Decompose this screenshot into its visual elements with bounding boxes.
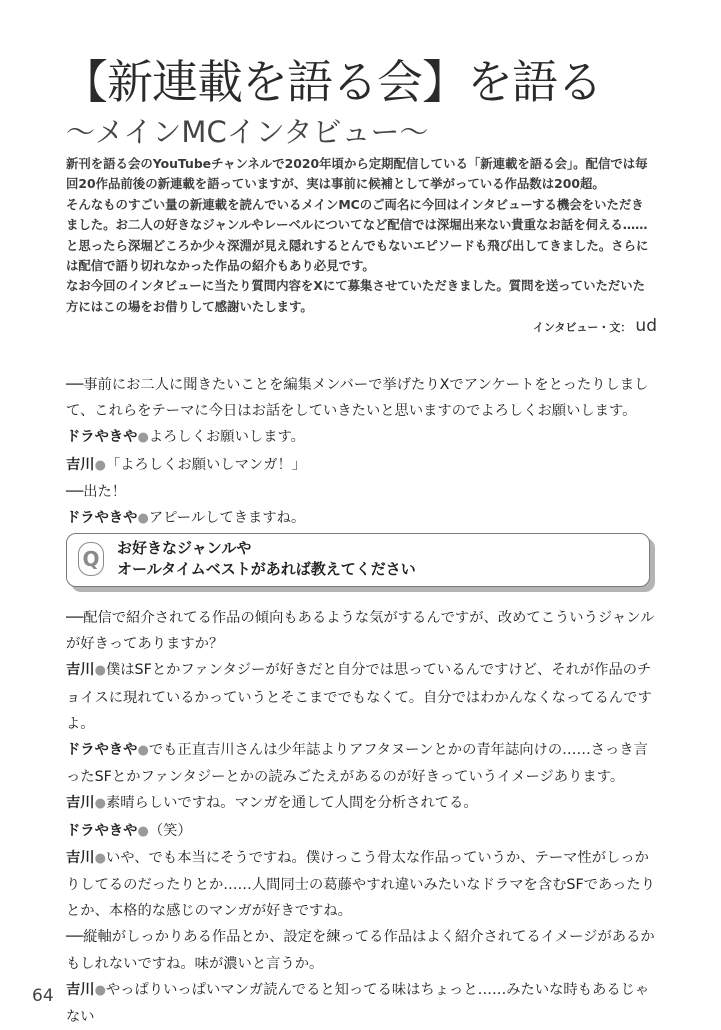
intro-paragraph: そんなものすごい量の新連載を読んでいるメインMCのご両名に今回はインタビューする機会をいただきました。お二人の好きなジャンルやレーベルについてなど配信では深堀出来ない貴重なお話を伺える……と思ったら深堀どころか少々深淵が見え隠れするとんでもないエピソードも飛び出してきました。さらには配信で語り切れなかった作品の紹介もあり必見です。: [66, 196, 649, 274]
article-subtitle: 〜メインMCインタビュー〜: [66, 115, 429, 149]
dialogue-line: [66, 505, 662, 532]
speaker-name: ドラやきや: [66, 429, 138, 446]
speaker-dot-icon: ●: [94, 796, 106, 812]
intro-text: [66, 154, 656, 317]
dialogue-text: でも正直吉川さんは少年誌よりアフタヌーンとかの青年誌向けの……さっき言ったSFとかファンタジーとかの読みごたえがあるのが好きっていうイメージあります。: [66, 742, 648, 786]
speaker-name: 吉川: [66, 662, 95, 679]
question-text: [117, 538, 416, 580]
dialogue-line: [66, 479, 662, 505]
dialogue-line: [66, 924, 662, 976]
speaker-name: ドラやきや: [66, 822, 138, 839]
speaker-dot-icon: ●: [94, 982, 106, 998]
dialogue-text: ──縦軸がしっかりある作品とか、設定を練ってる作品はよく紹介されてるイメージがあるかもしれないですね。味が濃いと言うか。: [66, 929, 655, 972]
dialogue-text: ──事前にお二人に聞きたいことを編集メンバーで挙げたりXでアンケートをとったりしまして、これらをテーマに今日はお話をしていきたいと思いますのでよろしくお願いします。: [66, 377, 649, 420]
speaker-name: 吉川: [66, 456, 95, 473]
dialogue-text: アピールしてきますね。: [148, 510, 306, 527]
speaker-dot-icon: ●: [94, 457, 106, 473]
page-number: 64: [32, 986, 54, 1006]
speaker-name: 吉川: [66, 795, 95, 812]
dialogue-text: 「よろしくお願いしマンガ！」: [105, 456, 307, 473]
speaker-dot-icon: ●: [94, 850, 106, 866]
dialogue-text: いや、でも本当にそうですね。僕けっこう骨太な作品っていうか、テーマ性がしっかりしてるのだったりとか……人間同士の葛藤やすれ違いみたいなドラマを含むSFであったりとか、本格的な感じのマンガが好きですね。: [66, 849, 656, 920]
intro-paragraph: なお今回のインタビューに当たり質問内容をXにて募集させていただきました。質問を送っていただいた方にはこの場をお借りして感謝いたします。: [66, 278, 646, 314]
dialogue-text: （笑）: [148, 822, 192, 839]
speaker-name: 吉川: [66, 849, 95, 866]
dialogue-line: [66, 977, 662, 1030]
dialogue-line: [66, 790, 662, 817]
question-box: [66, 533, 650, 587]
dialogue-line: [66, 605, 662, 657]
credit-line: [533, 316, 657, 336]
dialogue-line: [66, 424, 662, 451]
credit-label: インタビュー・文：: [532, 321, 632, 334]
credit-name: ud: [635, 316, 657, 336]
dialogue-text: ──配信で紹介されてる作品の傾向もあるような気がするんですが、改めてこういうジャンルが好きってありますか？: [66, 610, 655, 653]
speaker-dot-icon: ●: [137, 823, 149, 839]
dialogue-text: よろしくお願いします。: [148, 429, 305, 446]
question-line: オールタイムベストがあれば教えてください: [117, 560, 416, 578]
speaker-dot-icon: ●: [137, 430, 149, 446]
dialogue-line: [66, 845, 662, 925]
speaker-dot-icon: ●: [137, 511, 149, 527]
dialogue-section-2: [66, 605, 662, 1030]
dialogue-text: ──出た！: [66, 483, 127, 500]
speaker-name: ドラやきや: [66, 510, 138, 527]
dialogue-section-1: [66, 372, 662, 532]
speaker-name: ドラやきや: [66, 742, 138, 759]
question-q-icon: Q: [78, 542, 104, 576]
intro-paragraph: 新刊を語る会のYouTubeチャンネルで2020年頃から定期配信している「新連載を語る会」。配信では毎回20作品前後の新連載を語っていますが、実は事前に候補として挙がっている作品数は200超。: [66, 156, 648, 192]
speaker-dot-icon: ●: [137, 743, 149, 759]
dialogue-line: [66, 372, 662, 424]
dialogue-text: 素晴らしいですね。マンガを通して人間を分析されてる。: [105, 795, 478, 812]
speaker-name: 吉川: [66, 981, 95, 998]
speaker-dot-icon: ●: [94, 663, 106, 679]
dialogue-line: [66, 737, 662, 790]
dialogue-text: やっぱりいっぱいマンガ読んでると知ってる味はちょっと……みたいな時もあるじゃない: [66, 981, 650, 1026]
dialogue-text: 僕はSFとかファンタジーが好きだと自分では思っているんですけど、それが作品のチョイスに現れているかっていうとそこまででもなくて。自分ではわかんなくなってるんですよ。: [66, 662, 652, 732]
dialogue-line: [66, 452, 662, 479]
dialogue-line: [66, 818, 662, 845]
article-title: 【新連載を語る会】を語る: [62, 55, 602, 109]
question-line: お好きなジャンルや: [117, 539, 252, 557]
dialogue-line: [66, 657, 662, 737]
